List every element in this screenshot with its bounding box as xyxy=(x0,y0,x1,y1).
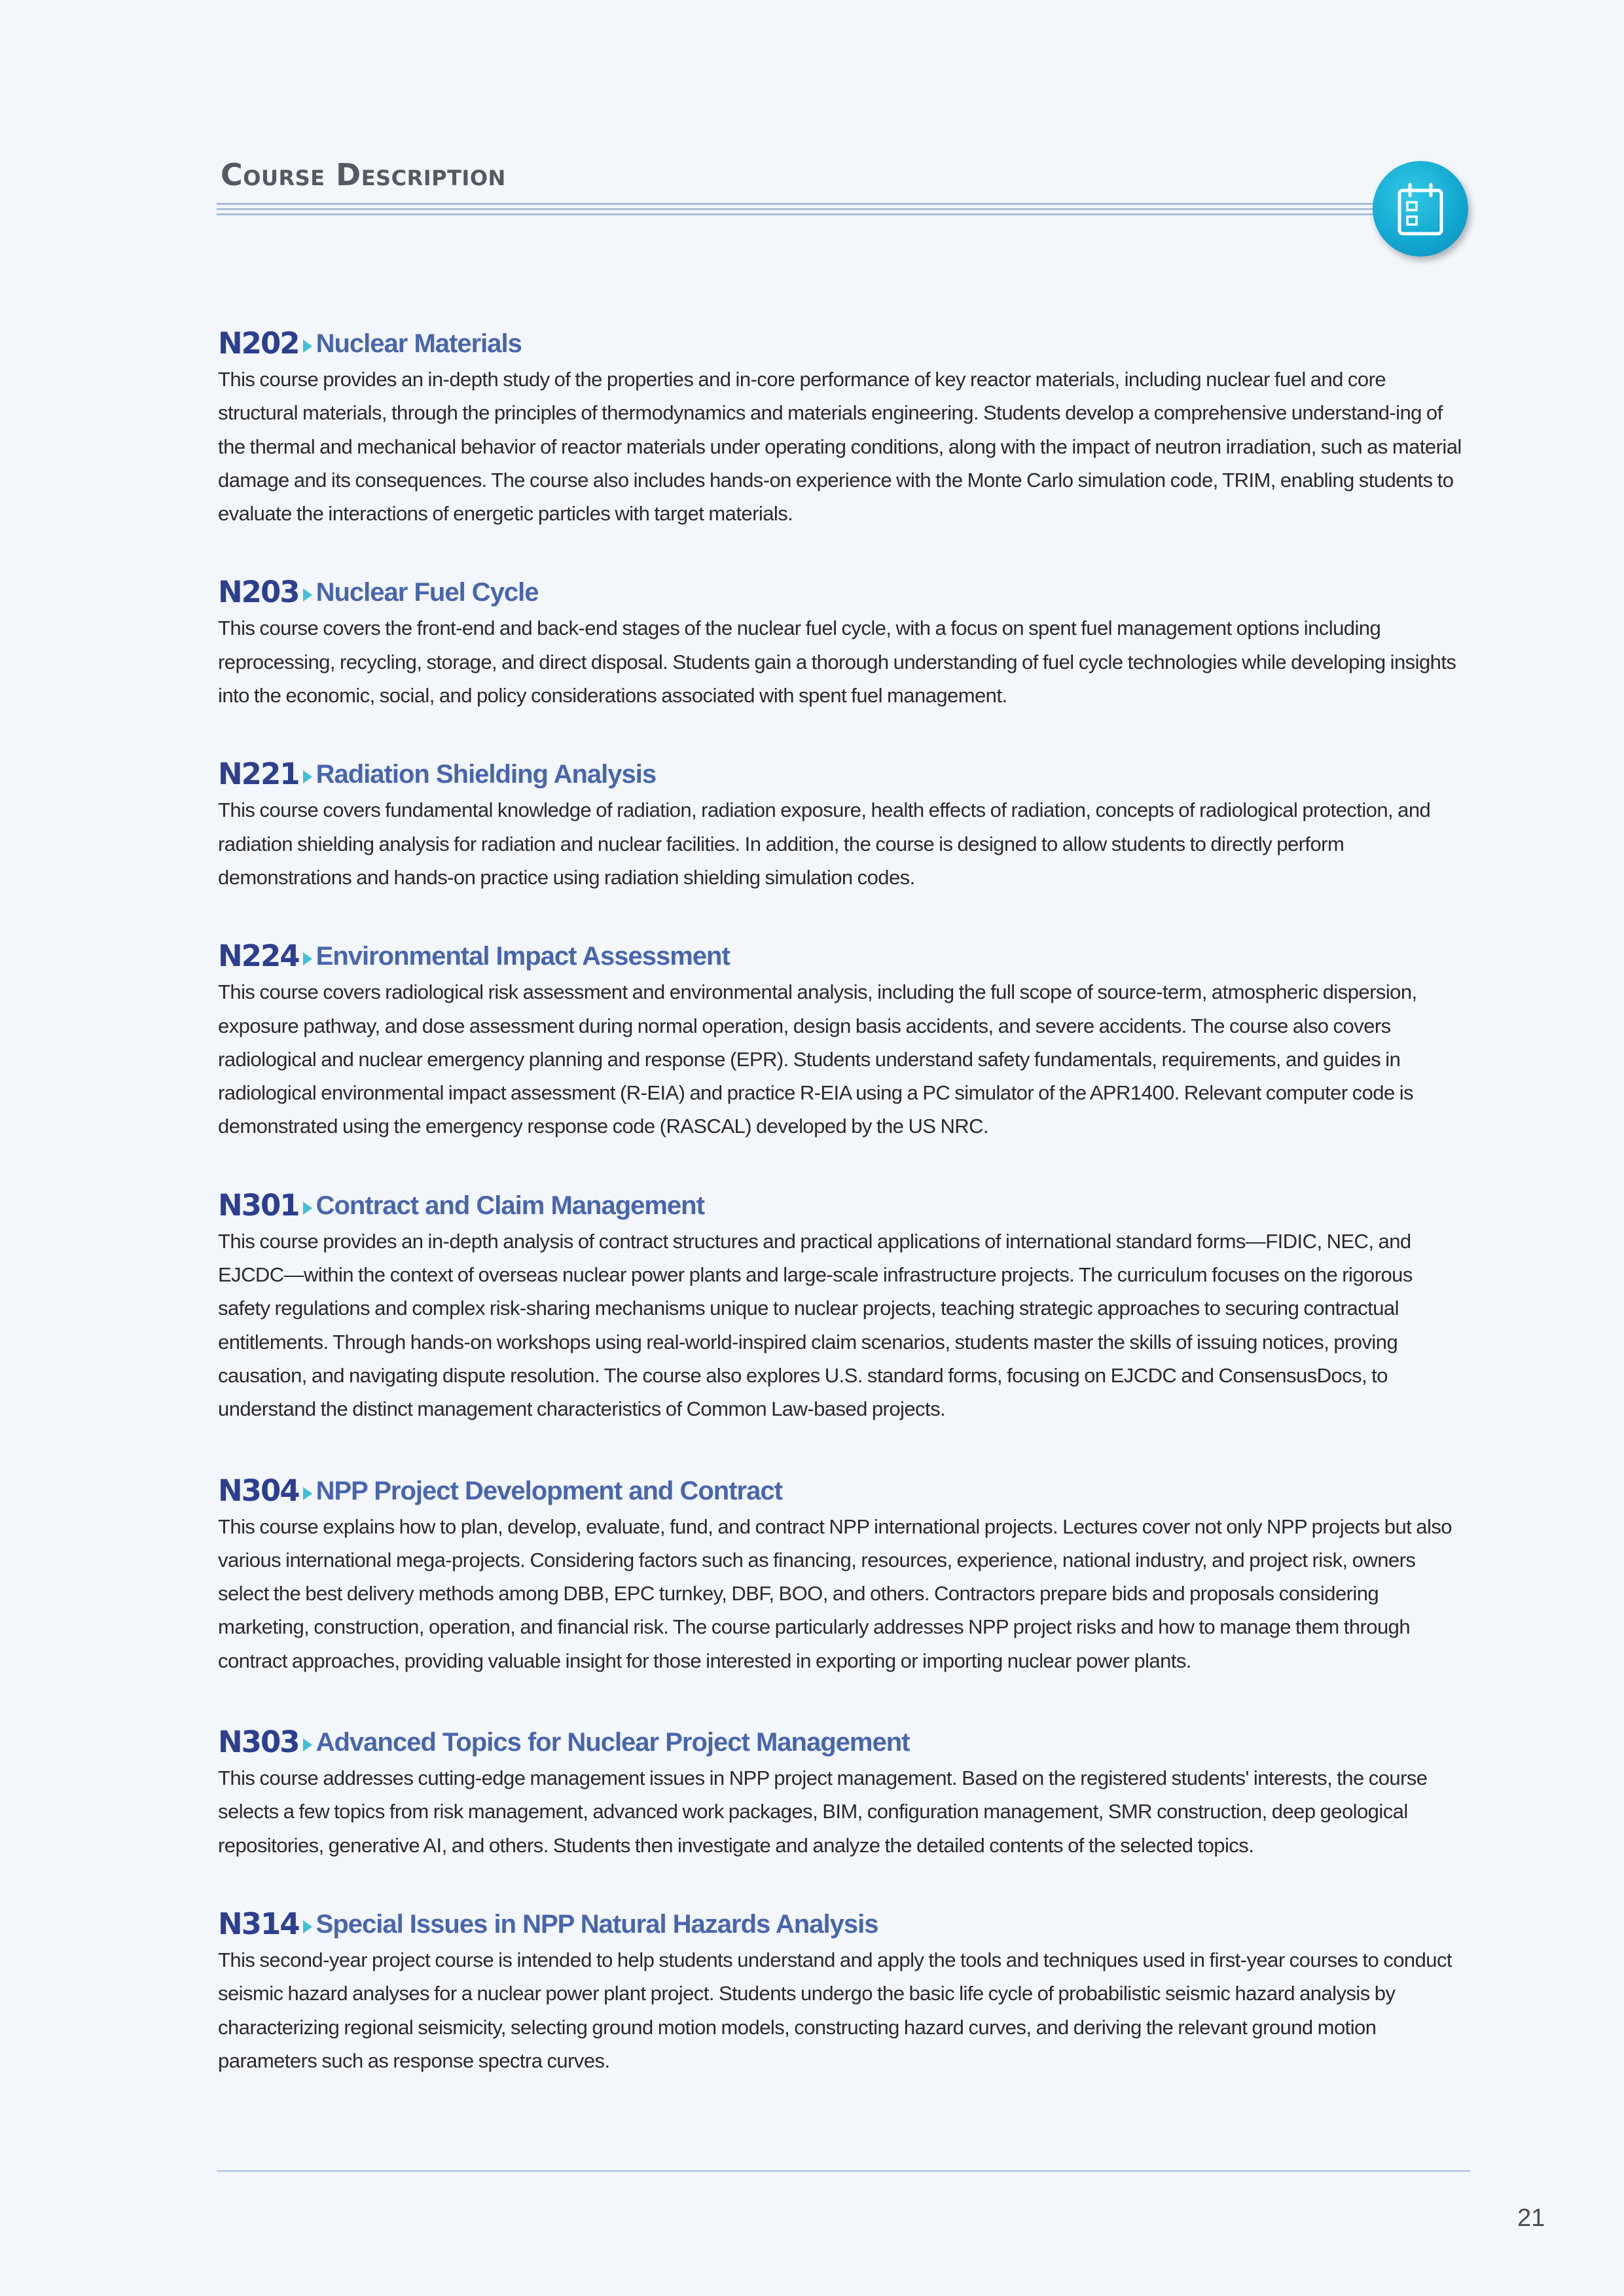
course-heading xyxy=(218,1472,1462,1510)
course-code: N303 xyxy=(218,1725,299,1760)
course-description: This course explains how to plan, develop, evaluate, fund, and contract NPP international projects. Lectures cover not only NPP projects but also various international mega-projects. Considering factors such as financing, resources, experience, national industry, and project risk, owners select the best delivery methods among DBB, EPC turnkey, DBF, BOO, and others. Contractors prepare bids and proposals considering marketing, construction, operation, and financial risk. The course particularly addresses NPP project risks and how to manage them through contract approaches, providing valuable insight for those interested in exporting or importing nuclear power plants. xyxy=(218,1515,1452,1672)
course-description: This course covers the front-end and back-end stages of the nuclear fuel cycle, with a focus on spent fuel management options including reprocessing, recycling, storage, and direct disposal. Students gain a thorough understanding of fuel cycle technologies while developing insights into the economic, social, and policy considerations associated with spent fuel management. xyxy=(218,617,1456,708)
course-name: Radiation Shielding Analysis xyxy=(316,760,657,789)
course-entry xyxy=(218,1723,1462,1862)
course-heading xyxy=(218,937,1462,975)
footer-rule xyxy=(217,2170,1470,2172)
course-code: N202 xyxy=(218,326,299,361)
course-code: N304 xyxy=(218,1473,299,1508)
arrow-icon xyxy=(303,1202,312,1215)
section-header xyxy=(217,156,1470,221)
course-name: Nuclear Materials xyxy=(316,329,522,358)
course-name: Nuclear Fuel Cycle xyxy=(316,578,539,607)
page-number: 21 xyxy=(1517,2204,1545,2232)
course-heading xyxy=(218,1905,1462,1943)
course-heading xyxy=(218,325,1462,363)
course-name: Contract and Claim Management xyxy=(316,1191,704,1220)
course-heading xyxy=(218,573,1462,611)
arrow-icon xyxy=(303,1738,312,1751)
course-name: Special Issues in NPP Natural Hazards Analysis xyxy=(316,1909,878,1939)
header-rule xyxy=(217,208,1388,210)
course-code: N203 xyxy=(218,575,299,610)
calendar-icon xyxy=(1397,183,1444,236)
header-rule xyxy=(217,203,1388,205)
section-title: Course Description xyxy=(221,157,506,192)
course-name: Advanced Topics for Nuclear Project Management xyxy=(316,1728,910,1757)
course-code: N301 xyxy=(218,1187,299,1223)
course-code: N224 xyxy=(218,939,299,974)
arrow-icon xyxy=(303,952,312,965)
arrow-icon xyxy=(303,340,312,353)
course-description: This course provides an in-depth analysis of contract structures and practical applications of international standard forms—FIDIC, NEC, and EJCDC—within the context of overseas nuclear power plants and large-scale infrastructure projects. The curriculum focuses on the rigorous safety regulations and complex risk-sharing mechanisms unique to nuclear projects, teaching strategic approaches to securing contractual entitlements. Through hands-on workshops using real-world-inspired claim scenarios, students master the skills of issuing notices, proving causation, and navigating dispute resolution. The course also explores U.S. standard forms, focusing on EJCDC and ConsensusDocs, to understand the distinct management characteristics of Common Law-based projects. xyxy=(218,1229,1413,1421)
course-entry xyxy=(218,573,1462,712)
course-entry xyxy=(218,1472,1462,1677)
course-entry xyxy=(218,755,1462,894)
course-code: N221 xyxy=(218,757,299,792)
course-description: This second-year project course is intended to help students understand and apply the tools and techniques used in first-year courses to conduct seismic hazard analyses for a nuclear power plant project. Students undergo the basic life cycle of probabilistic seismic hazard analysis by characterizing regional seismicity, selecting ground motion models, constructing hazard curves, and deriving the relevant ground motion parameters such as response spectra curves. xyxy=(218,1948,1452,2072)
arrow-icon xyxy=(303,770,312,783)
course-name: Environmental Impact Assessment xyxy=(316,942,730,971)
course-description: This course provides an in-depth study of the properties and in-core performance of key reactor materials, including nuclear fuel and core structural materials, through the principles of thermodynamics and materials engineering. Students develop a comprehensive understand-ing of the thermal and mechanical behavior of reactor materials under operating conditions, along with the impact of neutron irradiation, such as material damage and its consequences. The course also includes hands-on experience with the Monte Carlo simulation code, TRIM, enabling students to evaluate the interactions of energetic particles with target materials. xyxy=(218,368,1462,526)
course-description: This course covers radiological risk assessment and environmental analysis, including the full scope of source-term, atmospheric dispersion, exposure pathway, and dose assessment during normal operation, design basis accidents, and severe accidents. The course also covers radiological and nuclear emergency planning and response (EPR). Students understand safety fundamentals, requirements, and guides in radiological environmental impact assessment (R-EIA) and practice R-EIA using a PC simulator of the APR1400. Relevant computer code is demonstrated using the emergency response code (RASCAL) developed by the US NRC. xyxy=(218,980,1417,1138)
course-entry xyxy=(218,1187,1462,1426)
course-code: N314 xyxy=(218,1906,299,1941)
course-description: This course addresses cutting-edge management issues in NPP project management. Based on the registered students' interests, the course selects a few topics from risk management, advanced work packages, BIM, configuration management, SMR construction, deep geological repositories, generative AI, and others. Students then investigate and analyze the detailed contents of the selected topics. xyxy=(218,1767,1428,1857)
course-heading xyxy=(218,1187,1462,1225)
course-list xyxy=(218,325,1462,2121)
course-entry xyxy=(218,325,1462,530)
arrow-icon xyxy=(303,1487,312,1500)
course-entry xyxy=(218,1905,1462,2077)
header-rule xyxy=(217,213,1388,215)
arrow-icon xyxy=(303,588,312,601)
course-heading xyxy=(218,755,1462,793)
course-entry xyxy=(218,937,1462,1143)
arrow-icon xyxy=(303,1920,312,1933)
course-name: NPP Project Development and Contract xyxy=(316,1476,782,1505)
course-heading xyxy=(218,1723,1462,1761)
header-badge xyxy=(1373,161,1468,257)
course-description: This course covers fundamental knowledge of radiation, radiation exposure, health effects of radiation, concepts of radiological protection, and radiation shielding analysis for radiation and nuclear facilities. In addition, the course is designed to allow students to directly perform demonstrations and hands-on practice using radiation shielding simulation codes. xyxy=(218,798,1431,889)
